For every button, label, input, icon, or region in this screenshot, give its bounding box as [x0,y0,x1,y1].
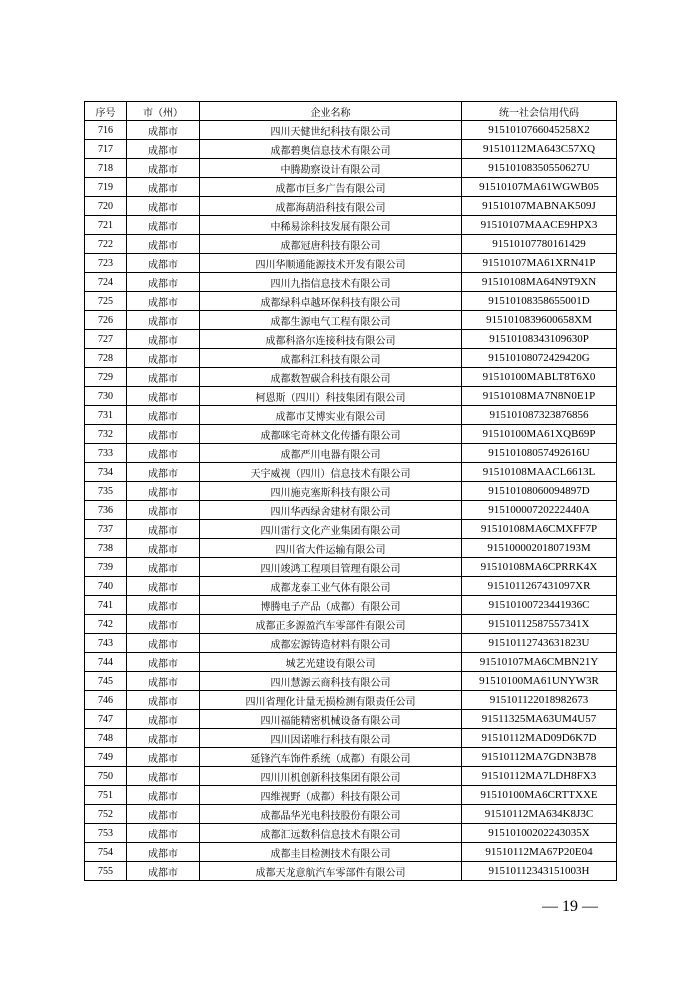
serial-cell: 742 [85,615,127,634]
serial-cell: 724 [85,273,127,292]
table-row [85,501,617,520]
company-name-cell: 成都汇远数科信息技术有限公司 [200,824,462,843]
city-cell: 成都市 [127,786,200,805]
credit-code-cell: 9151011267431097XR [462,577,617,596]
credit-code-cell: 91510107MA61WGWB05 [462,178,617,197]
city-cell: 成都市 [127,501,200,520]
serial-cell: 727 [85,330,127,349]
city-cell: 成都市 [127,292,200,311]
serial-cell: 721 [85,216,127,235]
credit-code-cell: 91510108MA64N9T9XN [462,273,617,292]
table-row [85,140,617,159]
table-row [85,729,617,748]
credit-code-cell: 91510107MA6CMBN21Y [462,653,617,672]
table-row [85,273,617,292]
credit-code-cell: 915101122018982673 [462,691,617,710]
header-company-name: 企业名称 [200,102,462,121]
table-row [85,558,617,577]
company-name-cell: 四川因诺唯行科技有限公司 [200,729,462,748]
company-name-cell: 博腾电子产品（成都）有限公司 [200,596,462,615]
credit-code-cell: 91510112MA67P20E04 [462,843,617,862]
city-cell: 成都市 [127,596,200,615]
credit-code-cell: 91510100MA6CRTTXXE [462,786,617,805]
city-cell: 成都市 [127,805,200,824]
table-row [85,311,617,330]
table-row [85,349,617,368]
city-cell: 成都市 [127,653,200,672]
table-row [85,672,617,691]
city-cell: 成都市 [127,425,200,444]
credit-code-cell: 91510112587557341X [462,615,617,634]
city-cell: 成都市 [127,349,200,368]
company-name-cell: 成都碧奥信息技术有限公司 [200,140,462,159]
company-name-cell: 成都咪宅奇林文化传播有限公司 [200,425,462,444]
city-cell: 成都市 [127,634,200,653]
company-table [84,101,617,881]
serial-cell: 729 [85,368,127,387]
credit-code-cell: 91510108057492616U [462,444,617,463]
city-cell: 成都市 [127,254,200,273]
company-name-cell: 四川省大件运输有限公司 [200,539,462,558]
credit-code-cell: 91510112MAD09D6K7D [462,729,617,748]
credit-code-cell: 91511325MA63UM4U57 [462,710,617,729]
city-cell: 成都市 [127,406,200,425]
city-cell: 成都市 [127,311,200,330]
city-cell: 成都市 [127,178,200,197]
company-name-cell: 四川施克塞斯科技有限公司 [200,482,462,501]
serial-cell: 753 [85,824,127,843]
company-name-cell: 成都圭目检测技术有限公司 [200,843,462,862]
company-name-cell: 四川竣鸿工程项目管理有限公司 [200,558,462,577]
city-cell: 成都市 [127,558,200,577]
serial-cell: 755 [85,862,127,881]
city-cell: 成都市 [127,368,200,387]
credit-code-cell: 91510112MA643C57XQ [462,140,617,159]
city-cell: 成都市 [127,862,200,881]
table-row [85,121,617,140]
company-name-cell: 四川九指信息技术有限公司 [200,273,462,292]
serial-cell: 716 [85,121,127,140]
company-name-cell: 中稀易涂科技发展有限公司 [200,216,462,235]
table-row [85,216,617,235]
serial-cell: 748 [85,729,127,748]
credit-code-cell: 91510108MAACL6613L [462,463,617,482]
serial-cell: 725 [85,292,127,311]
serial-cell: 747 [85,710,127,729]
company-name-cell: 四川华西绿舍建材有限公司 [200,501,462,520]
table-row [85,235,617,254]
company-name-cell: 成都海葫沿科技有限公司 [200,197,462,216]
serial-cell: 720 [85,197,127,216]
city-cell: 成都市 [127,710,200,729]
city-cell: 成都市 [127,691,200,710]
city-cell: 成都市 [127,539,200,558]
city-cell: 成都市 [127,387,200,406]
company-name-cell: 城艺光建设有限公司 [200,653,462,672]
city-cell: 成都市 [127,824,200,843]
credit-code-cell: 915101087323876856 [462,406,617,425]
table-row [85,292,617,311]
serial-cell: 745 [85,672,127,691]
credit-code-cell: 91510108060094897D [462,482,617,501]
company-name-cell: 四川川机创新科技集团有限公司 [200,767,462,786]
company-name-cell: 成都龙泰工业气体有限公司 [200,577,462,596]
serial-cell: 730 [85,387,127,406]
table-row [85,615,617,634]
credit-code-cell: 91510000201807193M [462,539,617,558]
company-name-cell: 四川天健世纪科技有限公司 [200,121,462,140]
credit-code-cell: 91510000720222440A [462,501,617,520]
table-row [85,710,617,729]
credit-code-cell: 91510112MA7LDH8FX3 [462,767,617,786]
credit-code-cell: 91510100MA61XQB69P [462,425,617,444]
company-name-cell: 延锋汽车饰件系统（成都）有限公司 [200,748,462,767]
table-row [85,691,617,710]
city-cell: 成都市 [127,615,200,634]
company-name-cell: 成都市艾博实业有限公司 [200,406,462,425]
city-cell: 成都市 [127,482,200,501]
table-row [85,159,617,178]
table-row [85,596,617,615]
table-row [85,368,617,387]
city-cell: 成都市 [127,273,200,292]
company-name-cell: 成都市巨多广告有限公司 [200,178,462,197]
company-name-cell: 成都生源电气工程有限公司 [200,311,462,330]
table-row [85,444,617,463]
table-row [85,463,617,482]
serial-cell: 726 [85,311,127,330]
city-cell: 成都市 [127,729,200,748]
city-cell: 成都市 [127,197,200,216]
credit-code-cell: 91510107MAACE9HPX3 [462,216,617,235]
serial-cell: 740 [85,577,127,596]
serial-cell: 752 [85,805,127,824]
company-name-cell: 天宇威视（四川）信息技术有限公司 [200,463,462,482]
credit-code-cell: 91510107MABNAK509J [462,197,617,216]
serial-cell: 741 [85,596,127,615]
serial-cell: 754 [85,843,127,862]
company-name-cell: 成都科洛尔连接科技有限公司 [200,330,462,349]
serial-cell: 717 [85,140,127,159]
header-serial: 序号 [85,102,127,121]
table-row [85,824,617,843]
company-name-cell: 四川慧源云商科技有限公司 [200,672,462,691]
city-cell: 成都市 [127,463,200,482]
serial-cell: 751 [85,786,127,805]
credit-code-cell: 91510107MA61XRN41P [462,254,617,273]
table-row [85,539,617,558]
city-cell: 成都市 [127,235,200,254]
serial-cell: 719 [85,178,127,197]
table-row [85,862,617,881]
credit-code-cell: 9151010839600658XM [462,311,617,330]
company-name-cell: 成都天龙意航汽车零部件有限公司 [200,862,462,881]
credit-code-cell: 9151010766045258X2 [462,121,617,140]
serial-cell: 746 [85,691,127,710]
city-cell: 成都市 [127,140,200,159]
credit-code-cell: 91510108MA6CPRRK4X [462,558,617,577]
serial-cell: 731 [85,406,127,425]
serial-cell: 718 [85,159,127,178]
credit-code-cell: 91510112343151003H [462,862,617,881]
table-row [85,406,617,425]
table-row [85,653,617,672]
serial-cell: 739 [85,558,127,577]
serial-cell: 749 [85,748,127,767]
company-name-cell: 成都科江科技有限公司 [200,349,462,368]
city-cell: 成都市 [127,577,200,596]
credit-code-cell: 91510100MA61UNYW3R [462,672,617,691]
city-cell: 成都市 [127,748,200,767]
credit-code-cell: 91510107780161429 [462,235,617,254]
credit-code-cell: 91510112MA634K8J3C [462,805,617,824]
company-name-cell: 四川华顺通能源技术开发有限公司 [200,254,462,273]
table-row [85,805,617,824]
table-row [85,786,617,805]
table-row [85,634,617,653]
company-name-cell: 四维视野（成都）科技有限公司 [200,786,462,805]
header-credit-code: 统一社会信用代码 [462,102,617,121]
serial-cell: 738 [85,539,127,558]
company-name-cell: 四川省理化计量无损检测有限责任公司 [200,691,462,710]
company-name-cell: 成都正多源盈汽车零部件有限公司 [200,615,462,634]
table-row [85,178,617,197]
credit-code-cell: 91510108072429420G [462,349,617,368]
credit-code-cell: 91510108358655001D [462,292,617,311]
serial-cell: 736 [85,501,127,520]
page-number: — 19 — [542,898,598,915]
table-row [85,330,617,349]
table-row [85,748,617,767]
city-cell: 成都市 [127,672,200,691]
city-cell: 成都市 [127,767,200,786]
table-body [85,121,617,881]
header-city: 市（州） [127,102,200,121]
company-name-cell: 成都冠唐科技有限公司 [200,235,462,254]
serial-cell: 723 [85,254,127,273]
city-cell: 成都市 [127,444,200,463]
credit-code-cell: 91510112743631823U [462,634,617,653]
company-name-cell: 成都晶华光电科技股份有限公司 [200,805,462,824]
company-name-cell: 成都严川电器有限公司 [200,444,462,463]
serial-cell: 734 [85,463,127,482]
serial-cell: 750 [85,767,127,786]
credit-code-cell: 91510108350550627U [462,159,617,178]
table-row [85,254,617,273]
company-name-cell: 四川福能精密机械设备有限公司 [200,710,462,729]
credit-code-cell: 91510112MA7GDN3B78 [462,748,617,767]
credit-code-cell: 91510108343109630P [462,330,617,349]
table-header-row [85,102,617,121]
company-name-cell: 柯恩斯（四川）科技集团有限公司 [200,387,462,406]
city-cell: 成都市 [127,216,200,235]
table-row [85,520,617,539]
city-cell: 成都市 [127,121,200,140]
table-row [85,767,617,786]
credit-code-cell: 91510100MABLT8T6X0 [462,368,617,387]
serial-cell: 732 [85,425,127,444]
serial-cell: 735 [85,482,127,501]
serial-cell: 743 [85,634,127,653]
city-cell: 成都市 [127,159,200,178]
city-cell: 成都市 [127,330,200,349]
serial-cell: 737 [85,520,127,539]
table-row [85,843,617,862]
city-cell: 成都市 [127,843,200,862]
serial-cell: 744 [85,653,127,672]
city-cell: 成都市 [127,520,200,539]
table-row [85,387,617,406]
table-row [85,197,617,216]
table-row [85,482,617,501]
company-name-cell: 成都绿科卓越环保科技有限公司 [200,292,462,311]
table-row [85,425,617,444]
company-name-cell: 成都宏源铸造材料有限公司 [200,634,462,653]
company-name-cell: 四川雷行文化产业集团有限公司 [200,520,462,539]
company-name-cell: 成都数智碳合科技有限公司 [200,368,462,387]
table-row [85,577,617,596]
serial-cell: 722 [85,235,127,254]
credit-code-cell: 91510100202243035X [462,824,617,843]
company-name-cell: 中腾勘察设计有限公司 [200,159,462,178]
credit-code-cell: 91510108MA7N8N0E1P [462,387,617,406]
serial-cell: 733 [85,444,127,463]
serial-cell: 728 [85,349,127,368]
credit-code-cell: 91510100723441936C [462,596,617,615]
credit-code-cell: 91510108MA6CMXFF7P [462,520,617,539]
